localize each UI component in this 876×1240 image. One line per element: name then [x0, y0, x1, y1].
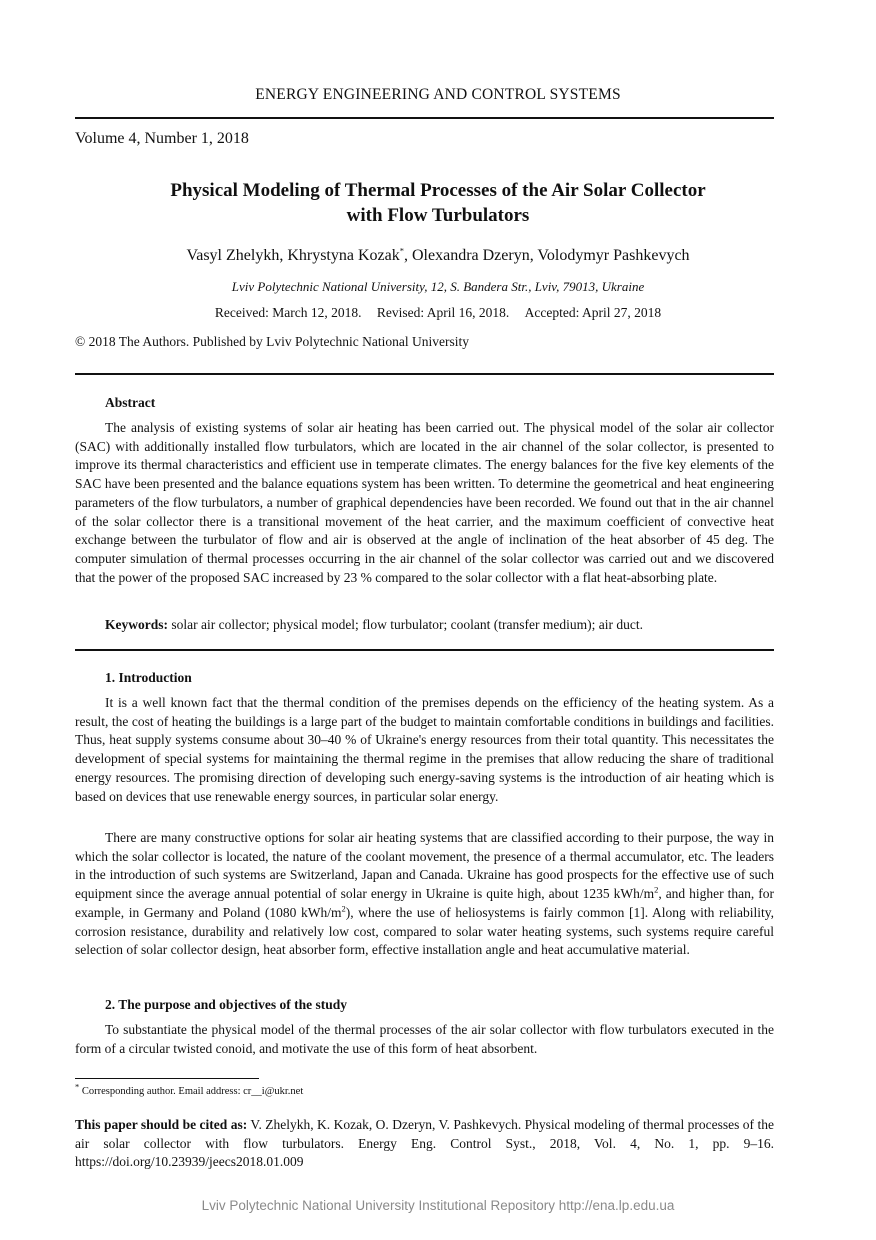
citation-block	[75, 1116, 774, 1172]
title-line-2: with Flow Turbulators	[346, 205, 530, 226]
abstract-bottom-rule	[75, 649, 774, 651]
purpose-paragraph: To substantiate the physical model of the thermal processes of the air solar collector with flow turbulators executed in the form of a circular twisted conoid, and motivate the use of this form of heat absorbent.	[75, 1022, 774, 1056]
keywords-text: solar air collector; physical model; flow turbulator; coolant (transfer medium); air duct.	[171, 617, 643, 632]
footnote-text: Corresponding author. Email address: cr__i@ukr.net	[79, 1086, 304, 1097]
article-dates	[0, 305, 876, 321]
received-date: Received: March 12, 2018.	[214, 305, 362, 320]
abstract-top-rule	[75, 373, 774, 375]
section-heading-introduction: 1. Introduction	[105, 670, 192, 685]
intro-p2-part-b: , and higher than, for example, in Germany and Poland (1080 kWh/m	[75, 886, 775, 920]
citation-text: V. Zhelykh, K. Kozak, O. Dzeryn, V. Pashkevych. Physical modeling of thermal processes of the air solar collector with flow turbulators. Energy Eng. Control Syst., 2018, Vol. 4, No. 1, pp. 9–16. https://doi.org/10.23939/jeecs2018.01.009	[75, 1117, 774, 1170]
revised-date: Revised: April 16, 2018.	[376, 305, 510, 320]
article-title	[0, 178, 876, 228]
keywords-label: Keywords:	[105, 617, 168, 632]
footnote-rule	[75, 1078, 259, 1079]
accepted-date: Accepted: April 27, 2018	[524, 305, 662, 320]
intro-paragraph-1: It is a well known fact that the thermal condition of the premises depends on the efficiency of the heating system. As a result, the cost of heating the buildings is a large part of the budget to maintain comfortable conditions in buildings and facilities. Thus, heat supply systems consume about 30–40 % of Ukraine's energy resources from their total quantity. This necessitates the development of special systems for maintaining the thermal regime in the premises that allow reducing the share of traditional energy resources. The promising direction of developing such energy-saving systems is the introduction of air heating which is based on devices that use renewable energy sources, in particular solar energy.	[75, 695, 774, 804]
footnote-mark: *	[75, 1081, 80, 1092]
authors-part-1: Vasyl Zhelykh, Khrystyna Kozak	[186, 247, 400, 264]
header-rule	[75, 117, 774, 119]
intro-p2-part-c: ), where the use of heliosystems is fairly common [1]. Along with reliability, corrosion resistance, durability and relatively low cost, compared to solar water heating systems, such systems require careful selection of solar collector design, heat absorber form, effective installation angle and heat accumulative material.	[75, 904, 774, 958]
volume-info: Volume 4, Number 1, 2018	[75, 130, 249, 147]
footnote	[75, 1081, 304, 1097]
abstract-text: The analysis of existing systems of solar air heating has been carried out. The physical model of the solar air collector (SAC) with additionally installed flow turbulators, which are located in the air channel of the solar collector, is presented to improve its thermal characteristics and efficient use in temperate climates. The energy balances for the five key elements of the SAC have been presented and the balance equations system has been written. To determine the geometrical and heat engineering parameters of the flow turbulators, a number of graphical dependencies have been recorded. We found out that in the air channel of the solar collector there is a transitional movement of the heat carrier, and the maximum coefficient of convective heat exchange between the turbulator of flow and air is observed at the angle of inclination of the heat absorber of 45 deg. The computer simulation of thermal processes occurring in the air channel of the solar collector was carried out and we discovered that the power of the proposed SAC increased by 23 % compared to the solar collector with a flat heat-absorbing plate.	[75, 420, 774, 585]
corresponding-mark: *	[399, 245, 404, 256]
title-line-1: Physical Modeling of Thermal Processes of the Air Solar Collector	[170, 180, 706, 201]
superscript-2a: 2	[654, 884, 659, 895]
copyright-notice: © 2018 The Authors. Published by Lviv Polytechnic National University	[75, 334, 469, 349]
intro-p2-part-a: There are many constructive options for solar air heating systems that are classified according to their purpose, the way in which the solar collector is located, the nature of the coolant movement, the presence of a thermal accumulator, etc. The leaders in the introduction of such systems are Switzerland, Japan and Canada. Ukraine has good prospects for the effective use of such equipment since the average annual potential of solar energy in Ukraine is quite high, about 1235 kWh/m	[75, 830, 774, 902]
journal-name: ENERGY ENGINEERING AND CONTROL SYSTEMS	[255, 86, 621, 103]
section-heading-purpose: 2. The purpose and objectives of the study	[105, 997, 348, 1012]
intro-paragraph-2	[75, 829, 774, 960]
affiliation: Lviv Polytechnic National University, 12, S. Bandera Str., Lviv, 79013, Ukraine	[231, 279, 645, 294]
keywords-line	[105, 616, 774, 635]
author-list	[0, 247, 876, 265]
repository-footer: Lviv Polytechnic National University Institutional Repository http://ena.lp.edu.ua	[201, 1198, 675, 1213]
authors-part-2: , Olexandra Dzeryn, Volodymyr Pashkevych	[403, 247, 690, 264]
superscript-2b: 2	[341, 903, 346, 914]
citation-label: This paper should be cited as:	[75, 1117, 248, 1132]
abstract-heading: Abstract	[105, 395, 156, 410]
